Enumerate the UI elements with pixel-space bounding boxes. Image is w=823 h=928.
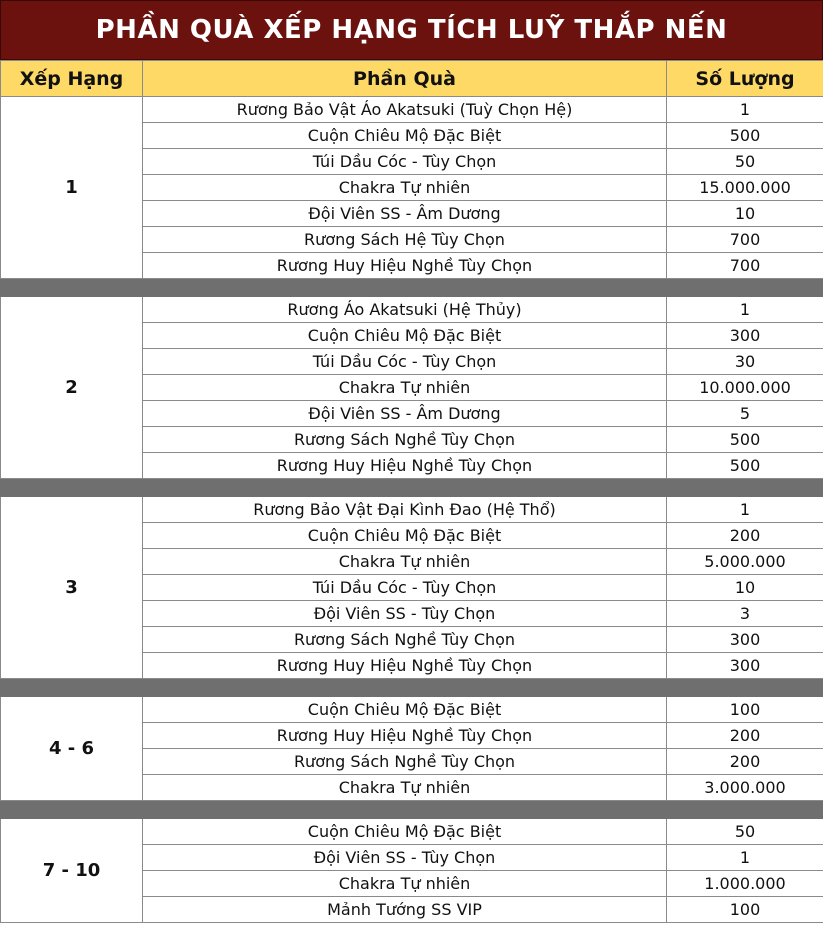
reward-quantity-cell: 100: [667, 897, 823, 923]
reward-quantity-cell: 300: [667, 653, 823, 679]
reward-quantity-cell: 1: [667, 845, 823, 871]
reward-quantity-cell: 500: [667, 453, 823, 479]
reward-name-cell: Rương Sách Nghề Tùy Chọn: [143, 627, 667, 653]
reward-name-cell: Đội Viên SS - Âm Dương: [143, 201, 667, 227]
reward-name-cell: Đội Viên SS - Tùy Chọn: [143, 845, 667, 871]
reward-quantity-cell: 200: [667, 749, 823, 775]
column-header-quantity: Số Lượng: [667, 61, 823, 97]
reward-quantity-cell: 10.000.000: [667, 375, 823, 401]
reward-name-cell: Chakra Tự nhiên: [143, 375, 667, 401]
reward-quantity-cell: 50: [667, 819, 823, 845]
reward-name-cell: Cuộn Chiêu Mộ Đặc Biệt: [143, 323, 667, 349]
reward-quantity-cell: 700: [667, 227, 823, 253]
reward-quantity-cell: 1: [667, 97, 823, 123]
rank-cell: 4 - 6: [1, 697, 143, 801]
table-row: [1, 97, 823, 123]
column-header-rank: Xếp Hạng: [1, 61, 143, 97]
reward-quantity-cell: 30: [667, 349, 823, 375]
reward-quantity-cell: 200: [667, 523, 823, 549]
reward-name-cell: Cuộn Chiêu Mộ Đặc Biệt: [143, 819, 667, 845]
table-row: [1, 697, 823, 723]
reward-name-cell: Mảnh Tướng SS VIP: [143, 897, 667, 923]
separator-band: [1, 279, 823, 297]
reward-name-cell: Đội Viên SS - Âm Dương: [143, 401, 667, 427]
reward-quantity-cell: 3: [667, 601, 823, 627]
rank-cell: 1: [1, 97, 143, 279]
column-header-reward: Phần Quà: [143, 61, 667, 97]
reward-quantity-cell: 1: [667, 297, 823, 323]
rewards-body: [1, 97, 823, 923]
rank-cell: 2: [1, 297, 143, 479]
reward-name-cell: Rương Áo Akatsuki (Hệ Thủy): [143, 297, 667, 323]
reward-quantity-cell: 15.000.000: [667, 175, 823, 201]
reward-quantity-cell: 1.000.000: [667, 871, 823, 897]
header-row: [1, 61, 823, 97]
separator-band: [1, 479, 823, 497]
reward-quantity-cell: 10: [667, 575, 823, 601]
rewards-table: [0, 60, 823, 923]
reward-name-cell: Rương Bảo Vật Áo Akatsuki (Tuỳ Chọn Hệ): [143, 97, 667, 123]
reward-name-cell: Cuộn Chiêu Mộ Đặc Biệt: [143, 697, 667, 723]
page-title: PHẦN QUÀ XẾP HẠNG TÍCH LUỸ THẮP NẾN: [0, 0, 823, 60]
group-separator: [1, 279, 823, 297]
reward-quantity-cell: 3.000.000: [667, 775, 823, 801]
reward-quantity-cell: 100: [667, 697, 823, 723]
reward-name-cell: Rương Sách Nghề Tùy Chọn: [143, 427, 667, 453]
reward-quantity-cell: 500: [667, 427, 823, 453]
reward-quantity-cell: 50: [667, 149, 823, 175]
reward-quantity-cell: 5: [667, 401, 823, 427]
reward-name-cell: Rương Huy Hiệu Nghề Tùy Chọn: [143, 653, 667, 679]
reward-name-cell: Túi Dầu Cóc - Tùy Chọn: [143, 349, 667, 375]
reward-name-cell: Chakra Tự nhiên: [143, 549, 667, 575]
reward-name-cell: Chakra Tự nhiên: [143, 871, 667, 897]
reward-name-cell: Rương Huy Hiệu Nghề Tùy Chọn: [143, 253, 667, 279]
rank-cell: 3: [1, 497, 143, 679]
reward-name-cell: Đội Viên SS - Tùy Chọn: [143, 601, 667, 627]
reward-name-cell: Rương Huy Hiệu Nghề Tùy Chọn: [143, 723, 667, 749]
rank-cell: 7 - 10: [1, 819, 143, 923]
reward-quantity-cell: 300: [667, 627, 823, 653]
reward-name-cell: Chakra Tự nhiên: [143, 775, 667, 801]
reward-quantity-cell: 300: [667, 323, 823, 349]
group-separator: [1, 679, 823, 697]
table-row: [1, 297, 823, 323]
reward-name-cell: Rương Huy Hiệu Nghề Tùy Chọn: [143, 453, 667, 479]
reward-name-cell: Cuộn Chiêu Mộ Đặc Biệt: [143, 123, 667, 149]
reward-name-cell: Chakra Tự nhiên: [143, 175, 667, 201]
reward-name-cell: Cuộn Chiêu Mộ Đặc Biệt: [143, 523, 667, 549]
separator-band: [1, 679, 823, 697]
table-row: [1, 497, 823, 523]
reward-quantity-cell: 500: [667, 123, 823, 149]
group-separator: [1, 801, 823, 819]
reward-name-cell: Rương Sách Nghề Tùy Chọn: [143, 749, 667, 775]
reward-quantity-cell: 200: [667, 723, 823, 749]
reward-quantity-cell: 5.000.000: [667, 549, 823, 575]
separator-band: [1, 801, 823, 819]
table-row: [1, 819, 823, 845]
reward-name-cell: Túi Dầu Cóc - Tùy Chọn: [143, 149, 667, 175]
reward-name-cell: Túi Dầu Cóc - Tùy Chọn: [143, 575, 667, 601]
reward-name-cell: Rương Sách Hệ Tùy Chọn: [143, 227, 667, 253]
reward-name-cell: Rương Bảo Vật Đại Kình Đao (Hệ Thổ): [143, 497, 667, 523]
reward-quantity-cell: 10: [667, 201, 823, 227]
reward-quantity-cell: 1: [667, 497, 823, 523]
group-separator: [1, 479, 823, 497]
reward-quantity-cell: 700: [667, 253, 823, 279]
